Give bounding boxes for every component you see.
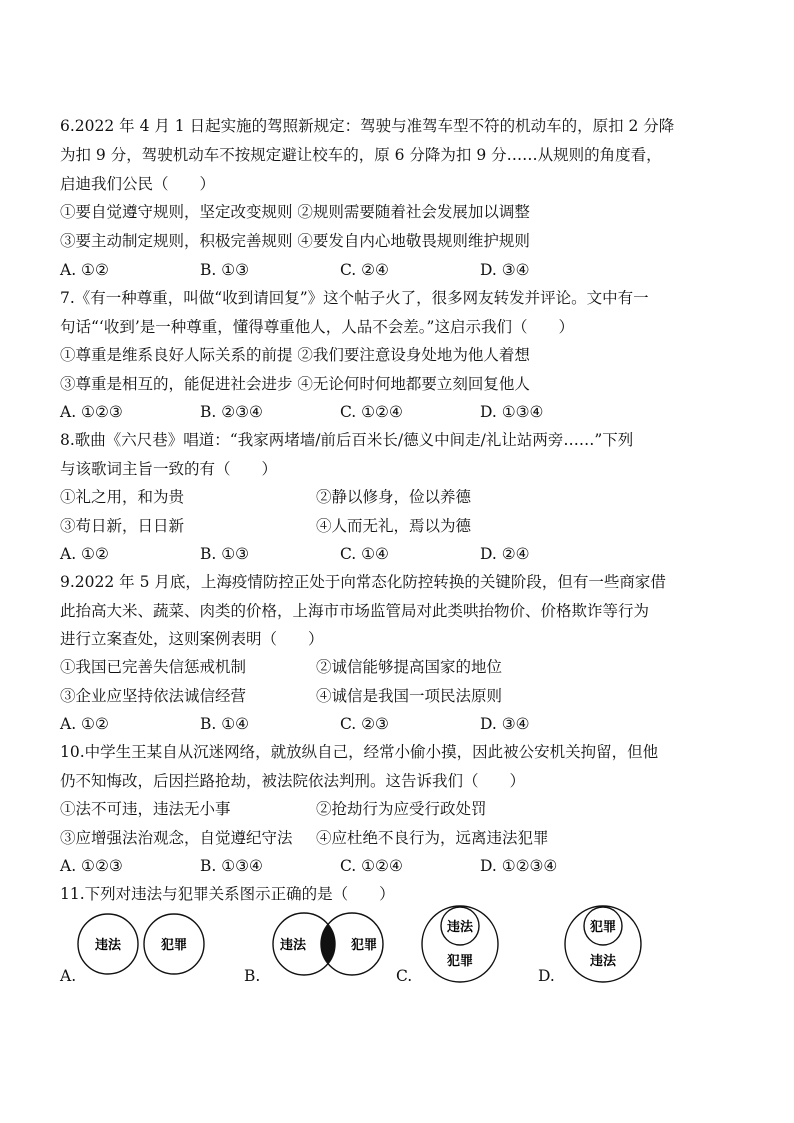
q11-choice-c[interactable]: C. [396,967,413,985]
q11-diagram-d [563,904,643,984]
q9-stem-line-2: 此抬高大米、蔬菜、肉类的价格，上海市市场监管局对此类哄抬物价、价格欺诈等行为 [60,602,650,620]
illegal-label: 违法 [589,954,617,969]
crime-label: 犯罪 [160,938,188,953]
q9-choice-a[interactable]: A. ①② [60,715,109,733]
q11-diagram-b [268,912,388,976]
q9-statement-3: ③企业应坚持依法诚信经营 [60,687,247,705]
q6-choice-b[interactable]: B. ①③ [200,261,250,279]
q6-statement-1: ①要自觉遵守规则，坚定改变规则 ②规则需要随着社会发展加以调整 [60,203,530,221]
q7-choice-a[interactable]: A. ①②③ [60,403,123,421]
q9-statement-1: ①我国已完善失信惩戒机制 [60,658,247,676]
q11-diagram-c [420,904,500,984]
q8-statement-4: ④人而无礼，焉以为德 [316,517,472,535]
q10-stem-line-2: 仍不知悔改，后因拦路抢劫，被法院依法判刑。这告诉我们（ ） [60,772,526,790]
illegal-label: 违法 [279,938,307,953]
q10-statement-2: ②抢劫行为应受行政处罚 [316,800,487,818]
q6-stem-line-2: 为扣 9 分，驾驶机动车不按规定避让校车的，原 6 分降为扣 9 分……从规则的角度看， [60,146,662,164]
illegal-label: 违法 [446,920,474,935]
q6-choice-c[interactable]: C. ②④ [340,261,389,279]
q10-choice-c[interactable]: C. ①②④ [340,857,403,875]
q10-statement-3: ③应增强法治观念，自觉遵纪守法 [60,829,293,847]
q11-choice-b[interactable]: B. [244,967,261,985]
q6-stem-line-3: 启迪我们公民（ ） [60,175,216,193]
crime-label: 犯罪 [589,920,617,935]
q11-diagram-a [70,912,210,976]
crime-circle [422,906,498,982]
q10-choice-a[interactable]: A. ①②③ [60,857,123,875]
q6-choice-d[interactable]: D. ③④ [480,261,530,279]
q9-statement-4: ④诚信是我国一项民法原则 [316,687,503,705]
q10-statement-1: ①法不可违，违法无小事 [60,800,231,818]
q9-statement-2: ②诚信能够提高国家的地位 [316,658,503,676]
illegal-circle [565,906,641,982]
q8-choice-a[interactable]: A. ①② [60,545,109,563]
q8-choice-b[interactable]: B. ①③ [200,545,250,563]
q7-stem-line-1: 7.《有一种尊重，叫做“收到请回复”》这个帖子火了，很多网友转发并评论。文中有一 [60,289,649,307]
q6-choice-a[interactable]: A. ①② [60,261,109,279]
q9-choice-b[interactable]: B. ①④ [200,715,250,733]
q7-choice-b[interactable]: B. ②③④ [200,403,263,421]
crime-label: 犯罪 [446,954,474,969]
q8-stem-line-2: 与该歌词主旨一致的有（ ） [60,460,278,478]
q7-statement-1: ①尊重是维系良好人际关系的前提 ②我们要注意设身处地为他人着想 [60,346,530,364]
q7-choice-c[interactable]: C. ①②④ [340,403,403,421]
q10-choice-d[interactable]: D. ①②③④ [480,857,558,875]
q9-stem-line-3: 进行立案查处，这则案例表明（ ） [60,630,324,648]
q8-stem-line-1: 8.歌曲《六尺巷》唱道：“我家两堵墙/前后百米长/德义中间走/礼让站两旁……”下列 [60,431,634,449]
crime-label: 犯罪 [350,938,378,953]
q8-statement-2: ②静以修身，俭以养德 [316,488,472,506]
q8-statement-3: ③苟日新，日日新 [60,517,185,535]
q10-stem-line-1: 10.中学生王某自从沉迷网络，就放纵自己，经常小偷小摸，因此被公安机关拘留，但他 [60,743,659,761]
q7-stem-line-2: 句话“‘收到’是一种尊重，懂得尊重他人，人品不会差。”这启示我们（ ） [60,318,574,336]
q7-choice-d[interactable]: D. ①③④ [480,403,544,421]
q8-choice-d[interactable]: D. ②④ [480,545,530,563]
q6-stem-line-1: 6.2022 年 4 月 1 日起实施的驾照新规定：驾驶与准驾车型不符的机动车的，原扣 2 分降 [60,117,675,135]
q9-choice-c[interactable]: C. ②③ [340,715,389,733]
q10-choice-b[interactable]: B. ①③④ [200,857,263,875]
q9-choice-d[interactable]: D. ③④ [480,715,530,733]
illegal-label: 违法 [94,938,122,953]
q10-statement-4: ④应杜绝不良行为，远离违法犯罪 [316,829,549,847]
q7-statement-2: ③尊重是相互的，能促进社会进步 ④无论何时何地都要立刻回复他人 [60,375,530,393]
q8-statement-1: ①礼之用，和为贵 [60,488,185,506]
q11-choice-d[interactable]: D. [538,967,555,985]
q11-choice-a[interactable]: A. [60,967,77,985]
q11-stem: 11.下列对违法与犯罪关系图示正确的是（ ） [60,885,395,903]
q9-stem-line-1: 9.2022 年 5 月底，上海疫情防控正处于向常态化防控转换的关键阶段，但有一些商家借 [60,573,666,591]
q6-statement-2: ③要主动制定规则，积极完善规则 ④要发自内心地敬畏规则维护规则 [60,232,530,250]
q8-choice-c[interactable]: C. ①④ [340,545,389,563]
